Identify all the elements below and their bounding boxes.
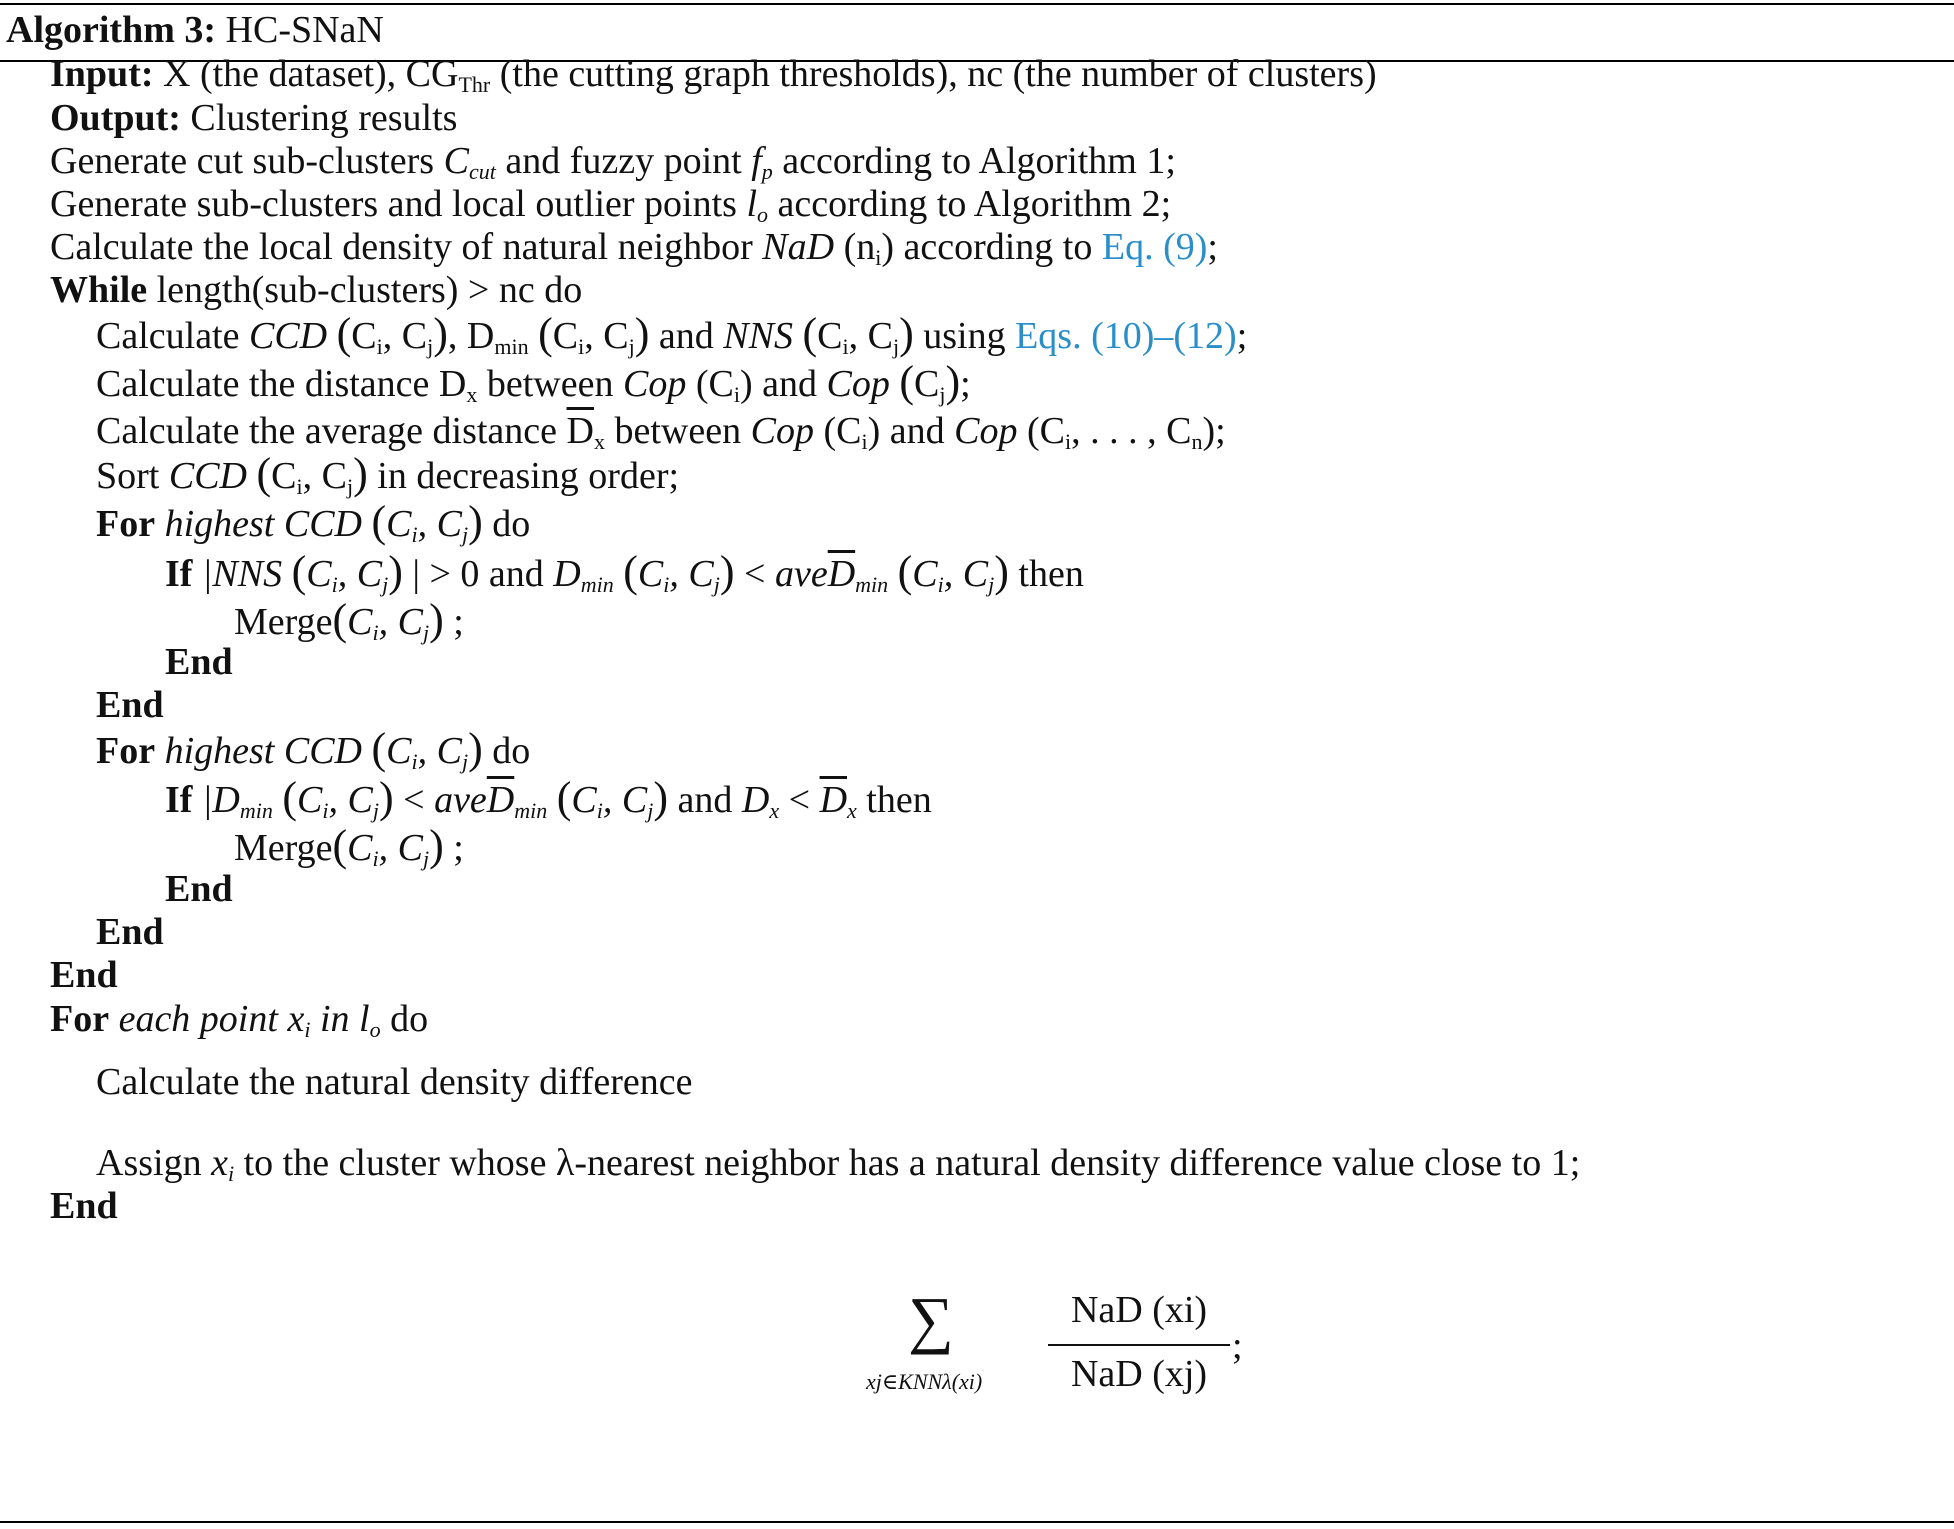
density-fraction: [1048, 1288, 1230, 1408]
end-for-2: [96, 910, 164, 954]
for3-in: in: [319, 998, 350, 1040]
end-while: [50, 953, 118, 997]
end2-keyword: End: [96, 684, 164, 726]
calc-ccd-using: using: [923, 315, 1006, 357]
calc-ccd-line: Calculate CCD ($C_i$, $C_j$), $D_{min}$ ($C_i$, $C_j$) and NNS ($C_i$, $C_j$) using Eqs. (10)–(12);: [96, 309, 1248, 359]
if2-dxbar-sub: x: [847, 798, 857, 823]
if-dmin-line: If $|D_{min}$ ($C_i$, $C_j) < ave\overline{D}_{min}$ ($C_i$, $C_j$) and $D_x < \overline{D}_x$ then: [165, 773, 932, 823]
for1-text: highest CCD: [164, 503, 362, 545]
fraction-denominator: NaD (xj): [1070, 1353, 1208, 1395]
for3-keyword: For: [50, 998, 110, 1040]
calc-avg-and: and: [889, 410, 945, 452]
calc-ccd-text-a: Calculate: [96, 315, 240, 357]
calc-dx-text-a: Calculate the distance D: [96, 363, 467, 405]
calc-dx-end: ;: [960, 363, 971, 405]
gen-sub-text-b: according to Algorithm 2;: [777, 183, 1172, 225]
sort-line: Sort CCD ($C_i$, $C_j$) in decreasing order;: [96, 449, 680, 499]
end-if-2: [165, 867, 233, 911]
calc-dx-sub: x: [466, 382, 478, 407]
eqs10-12-link[interactable]: Eqs. (10)–(12): [1015, 315, 1237, 357]
fraction-numerator: NaD (xi): [1070, 1289, 1208, 1331]
gen-cut-text-a: Generate cut sub-clusters: [50, 140, 435, 182]
sort-text-a: Sort: [96, 455, 160, 497]
sort-text-b: in decreasing order;: [377, 455, 680, 497]
while-do: do: [544, 269, 583, 311]
assign-xvar: x: [211, 1142, 228, 1184]
calc-nd-text: Calculate the natural density difference: [96, 1061, 693, 1103]
for2-do: do: [492, 730, 531, 772]
calc-nad-argend: ): [881, 226, 894, 268]
merge-line-1: $Merge(C_i$, $C_j$) ;: [234, 595, 464, 645]
end3-keyword: End: [165, 868, 233, 910]
calc-ccd-and: and: [658, 315, 714, 357]
calc-avg-ellipsis: , . . . , C: [1071, 410, 1192, 452]
calc-nad-var: NaD: [762, 226, 835, 268]
eq9-link[interactable]: Eq. (9): [1101, 226, 1208, 268]
if2-dxbar: $\overline{D}$: [819, 779, 848, 821]
calc-ccd-dmin: , D: [447, 315, 495, 357]
input-tail: (the cutting graph thresholds), nc (the number of clusters): [499, 53, 1377, 95]
calc-ccd-end: ;: [1236, 315, 1248, 357]
calc-dx-and: and: [762, 363, 817, 405]
algorithm-label: Algorithm 3:: [6, 9, 217, 51]
if1-dmin: D: [553, 553, 581, 595]
calc-dx-cop1: Cop: [622, 363, 687, 405]
calc-ccd-dmin-sub: min: [494, 334, 529, 359]
end5-keyword: End: [50, 954, 118, 996]
calc-nad-text-a: Calculate the local density of natural neighbor: [50, 226, 753, 268]
merge-line-2: $Merge(C_i$, $C_j$) ;: [234, 821, 464, 871]
algorithm-title: [6, 8, 384, 52]
fraction-bar: [1048, 1344, 1230, 1346]
calc-avg-nsub: n: [1191, 429, 1203, 454]
assign-text-b: to the cluster whose λ-nearest neighbor has a natural density difference value close to 1;: [243, 1142, 1581, 1184]
for3-xsub: i: [304, 1017, 311, 1042]
for3-do: do: [390, 998, 429, 1040]
calc-nad-argsub: i: [875, 245, 882, 270]
merge2-text: Merge: [234, 827, 333, 869]
if1-then: then: [1018, 553, 1084, 595]
gen-cut-text-c: according to Algorithm 1;: [782, 140, 1176, 182]
calc-ccd-var: CCD: [248, 315, 328, 357]
merge1-end: ;: [453, 601, 464, 643]
calc-natural-density-line: [96, 1060, 692, 1104]
end-for-each: [50, 1184, 118, 1228]
input-line: [50, 52, 1377, 96]
summation: [866, 1285, 1036, 1415]
calc-nad-arg: (n: [843, 226, 876, 268]
top-rule: [0, 3, 1954, 5]
calc-nad-text-b: according to: [903, 226, 1093, 268]
input-sub: Thr: [458, 72, 491, 97]
merge2-end: ;: [453, 827, 464, 869]
if2-dmin: |D: [201, 779, 240, 821]
if2-keyword: If: [165, 779, 193, 821]
calc-avg-cop2: Cop: [954, 410, 1018, 452]
if2-then: then: [866, 779, 932, 821]
for3-lvar: l: [359, 998, 370, 1040]
output-text: Clustering results: [190, 97, 458, 139]
calc-avg-end: );: [1202, 410, 1226, 452]
calc-avg-dbar-sub: x: [593, 429, 605, 454]
calc-dx-line: Calculate the distance $D_x$ between Cop $(C_i)$ and Cop $(C_j)$;: [96, 357, 971, 407]
while-condition: length(sub-clusters) > nc: [156, 269, 535, 311]
fraction-semicolon: ;: [1232, 1325, 1243, 1367]
calc-dx-between: between: [486, 363, 614, 405]
calc-avg-tuple: (C: [1026, 410, 1065, 452]
gen-cut-var1: C: [443, 140, 469, 182]
sigma-subscript: xj∈KNNλ(xi): [866, 1369, 983, 1394]
calc-dx-cop2: Cop: [826, 363, 890, 405]
sort-ccd: CCD: [168, 455, 247, 497]
sigma-symbol: ∑: [908, 1284, 954, 1355]
if2-dx-sub: x: [769, 798, 780, 823]
for2-text: highest CCD: [164, 730, 362, 772]
gen-sub-sub: o: [757, 202, 769, 227]
for2-keyword: For: [96, 730, 156, 772]
if1-ave: ave: [774, 553, 828, 595]
if2-dbar-sub: min: [514, 798, 548, 823]
generate-cut-line: [50, 139, 1176, 183]
calc-avg-between: between: [614, 410, 742, 452]
gen-sub-text-a: Generate sub-clusters and local outlier points: [50, 183, 737, 225]
if1-dmin-sub: min: [580, 572, 614, 597]
calc-nad-line: [50, 225, 1218, 269]
gen-cut-sub1: cut: [468, 159, 496, 184]
calc-ccd-nns: NNS: [723, 315, 793, 357]
if2-dmin-sub: min: [239, 798, 273, 823]
end-if-1: [165, 640, 233, 684]
if1-gt-and: | > 0 and: [412, 553, 544, 595]
if1-nns: |NNS: [201, 553, 283, 595]
gen-sub-var: l: [746, 183, 758, 225]
assign-line: [96, 1141, 1580, 1185]
output-line: [50, 96, 457, 140]
calc-avg-dbar: $\overline{D}$: [566, 410, 594, 452]
for-highest-ccd-line-1: For highest CCD ($C_i$, $C_j$) do: [96, 497, 531, 547]
calc-avg-line: Calculate the average distance $\overline{D}_x$ between Cop $(C_i)$ and Cop ($C_i$, . . . , $C_n$);: [96, 410, 1226, 454]
gen-cut-sub2: p: [761, 159, 773, 184]
assign-xsub: i: [227, 1161, 235, 1186]
if1-dbar: $\overline{D}$: [827, 553, 856, 595]
bottom-rule: [0, 1521, 1954, 1523]
calc-nad-end: ;: [1207, 226, 1218, 268]
end1-keyword: End: [165, 641, 233, 683]
calc-avg-cop1: Cop: [750, 410, 814, 452]
merge1-text: Merge: [234, 601, 333, 643]
for-each-point-line: [50, 997, 428, 1041]
end-for-1: [96, 683, 164, 727]
while-line: [50, 268, 582, 312]
while-keyword: While: [50, 269, 148, 311]
if1-keyword: If: [165, 553, 193, 595]
if1-lt: <: [744, 553, 766, 595]
if1-dbar-sub: min: [855, 572, 889, 597]
if-nns-line: If |NNS ($C_i$, $C_j$) | > 0 and $D_{min}$ ($C_i$, $C_j) < ave\overline{D}_{min}$ ($C_i$, $C_j$) then: [165, 547, 1084, 597]
output-keyword: Output:: [50, 97, 181, 139]
calc-avg-text-a: Calculate the average distance: [96, 410, 558, 452]
input-text: X (the dataset), CG: [163, 53, 459, 95]
if2-lt2: <: [788, 779, 811, 821]
for3-lsub: o: [369, 1017, 381, 1042]
end4-keyword: End: [96, 911, 164, 953]
gen-cut-var2: f: [751, 140, 762, 182]
if2-dx: D: [741, 779, 770, 821]
for3-xvar: x: [287, 998, 305, 1040]
for1-keyword: For: [96, 503, 156, 545]
gen-cut-text-b: and fuzzy point: [505, 140, 742, 182]
generate-subclusters-line: [50, 182, 1171, 226]
for1-do: do: [492, 503, 531, 545]
input-keyword: Input:: [50, 53, 154, 95]
algorithm-name: HC-SNaN: [225, 9, 384, 51]
assign-text-a: Assign: [96, 1142, 202, 1184]
if2-lt: <: [403, 779, 425, 821]
for3-text: each point: [118, 998, 278, 1040]
if2-and: and: [677, 779, 733, 821]
for-highest-ccd-line-2: For highest CCD ($C_i$, $C_j$) do: [96, 724, 531, 774]
end6-keyword: End: [50, 1185, 118, 1227]
if2-ave: ave: [434, 779, 487, 821]
